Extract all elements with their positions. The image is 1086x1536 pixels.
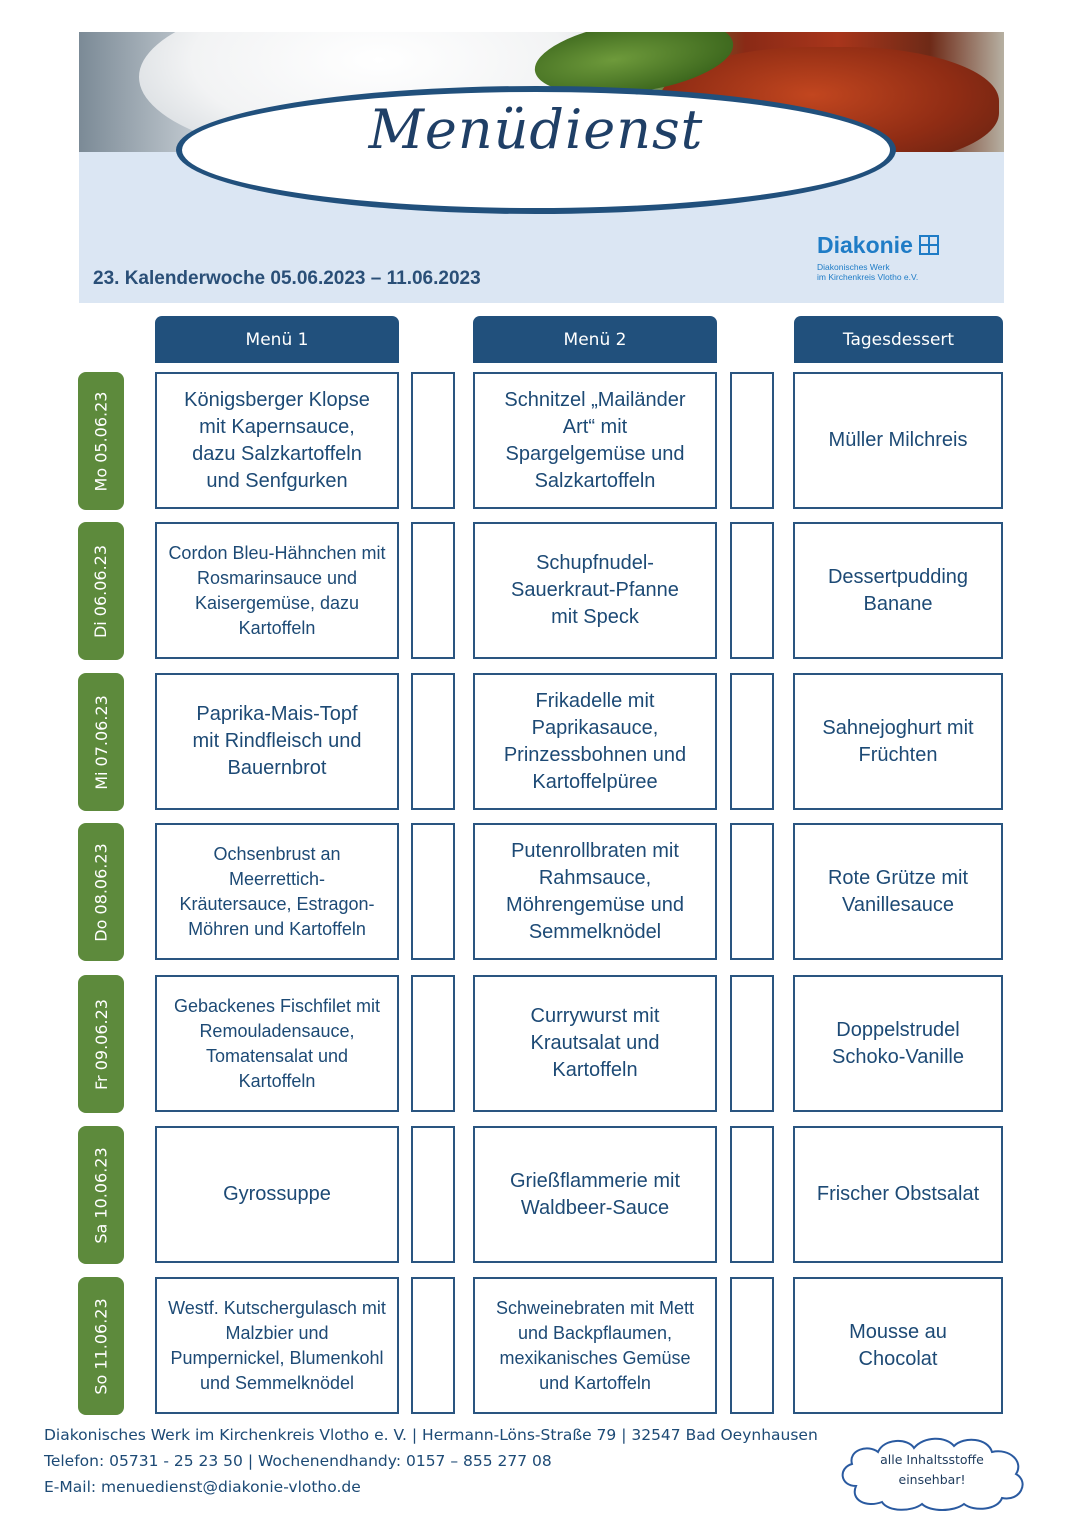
order-box-menu2-fr[interactable]: [730, 975, 774, 1112]
dessert-cell-do: Rote Grütze mit Vanillesauce: [793, 823, 1003, 960]
diakonie-cross-icon: [919, 235, 939, 255]
menu1-cell-mo: Königsberger Klopse mit Kapernsauce, dazu Salzkartoffeln und Senfgurken: [155, 372, 399, 509]
dessert-cell-di: Dessertpudding Banane: [793, 522, 1003, 659]
menu1-cell-fr: Gebackenes Fischfilet mit Remouladensauce, Tomatensalat und Kartoffeln: [155, 975, 399, 1112]
order-box-menu1-fr[interactable]: [411, 975, 455, 1112]
footer-contact: [44, 1422, 818, 1500]
order-box-menu2-do[interactable]: [730, 823, 774, 960]
day-tab-mo: Mo 05.06.23: [78, 372, 124, 510]
menu1-cell-sa: Gyrossuppe: [155, 1126, 399, 1263]
dessert-cell-fr: Doppelstrudel Schoko-Vanille: [793, 975, 1003, 1112]
day-tab-do: Do 08.06.23: [78, 823, 124, 961]
order-box-menu1-mo[interactable]: [411, 372, 455, 509]
diakonie-logo: [817, 232, 997, 282]
day-tab-so: So 11.06.23: [78, 1277, 124, 1415]
dessert-cell-mo: Müller Milchreis: [793, 372, 1003, 509]
menu2-cell-fr: Currywurst mit Krautsalat und Kartoffeln: [473, 975, 717, 1112]
dessert-cell-sa: Frischer Obstsalat: [793, 1126, 1003, 1263]
order-box-menu2-mi[interactable]: [730, 673, 774, 810]
cloud-text: alle Inhaltsstoffe einsehbar!: [880, 1452, 984, 1487]
day-tab-mi: Mi 07.06.23: [78, 673, 124, 811]
menu2-cell-mo: Schnitzel „Mailänder Art“ mit Spargelgemüse und Salzkartoffeln: [473, 372, 717, 509]
menu1-cell-di: Cordon Bleu-Hähnchen mit Rosmarinsauce und Kaisergemüse, dazu Kartoffeln: [155, 522, 399, 659]
column-header-dessert: Tagesdessert: [794, 316, 1003, 363]
order-box-menu1-do[interactable]: [411, 823, 455, 960]
ingredients-cloud: [834, 1434, 1030, 1512]
order-box-menu1-so[interactable]: [411, 1277, 455, 1414]
menu2-cell-so: Schweinebraten mit Mett und Backpflaumen, mexikanisches Gemüse und Kartoffeln: [473, 1277, 717, 1414]
day-tab-di: Di 06.06.23: [78, 522, 124, 660]
order-box-menu1-di[interactable]: [411, 522, 455, 659]
column-header-menu2: Menü 2: [473, 316, 717, 363]
menu2-cell-sa: Grießflammerie mit Waldbeer-Sauce: [473, 1126, 717, 1263]
menu1-cell-do: Ochsenbrust an Meerrettich-Kräutersauce, Estragon-Möhren und Kartoffeln: [155, 823, 399, 960]
logo-name: Diakonie: [817, 232, 913, 258]
menu1-cell-mi: Paprika-Mais-Topf mit Rindfleisch und Bauernbrot: [155, 673, 399, 810]
order-box-menu2-so[interactable]: [730, 1277, 774, 1414]
order-box-menu2-di[interactable]: [730, 522, 774, 659]
page-title: Menüdienst: [368, 98, 704, 161]
footer-email[interactable]: E-Mail: menuedienst@diakonie-vlotho.de: [44, 1478, 361, 1496]
order-box-menu2-mo[interactable]: [730, 372, 774, 509]
day-tab-fr: Fr 09.06.23: [78, 975, 124, 1113]
footer-phone: Telefon: 05731 - 25 23 50 | Wochenendhandy: 0157 – 855 277 08: [44, 1452, 552, 1470]
order-box-menu1-mi[interactable]: [411, 673, 455, 810]
day-tab-sa: Sa 10.06.23: [78, 1126, 124, 1264]
dessert-cell-so: Mousse au Chocolat: [793, 1277, 1003, 1414]
footer-address: Diakonisches Werk im Kirchenkreis Vlotho e. V. | Hermann-Löns-Straße 79 | 32547 Bad Oeynhausen: [44, 1426, 818, 1444]
week-label: 23. Kalenderwoche 05.06.2023 – 11.06.2023: [93, 268, 481, 289]
menu1-cell-so: Westf. Kutschergulasch mit Malzbier und Pumpernickel, Blumenkohl und Semmelknödel: [155, 1277, 399, 1414]
header-banner: [79, 32, 1004, 303]
column-header-menu1: Menü 1: [155, 316, 399, 363]
order-box-menu1-sa[interactable]: [411, 1126, 455, 1263]
menu2-cell-di: Schupfnudel-Sauerkraut-Pfanne mit Speck: [473, 522, 717, 659]
dessert-cell-mi: Sahnejoghurt mit Früchten: [793, 673, 1003, 810]
order-box-menu2-sa[interactable]: [730, 1126, 774, 1263]
menu2-cell-do: Putenrollbraten mit Rahmsauce, Möhrengemüse und Semmelknödel: [473, 823, 717, 960]
logo-subtitle: Diakonisches Werk im Kirchenkreis Vlotho e.V.: [817, 262, 919, 282]
menu2-cell-mi: Frikadelle mit Paprikasauce, Prinzessbohnen und Kartoffelpüree: [473, 673, 717, 810]
